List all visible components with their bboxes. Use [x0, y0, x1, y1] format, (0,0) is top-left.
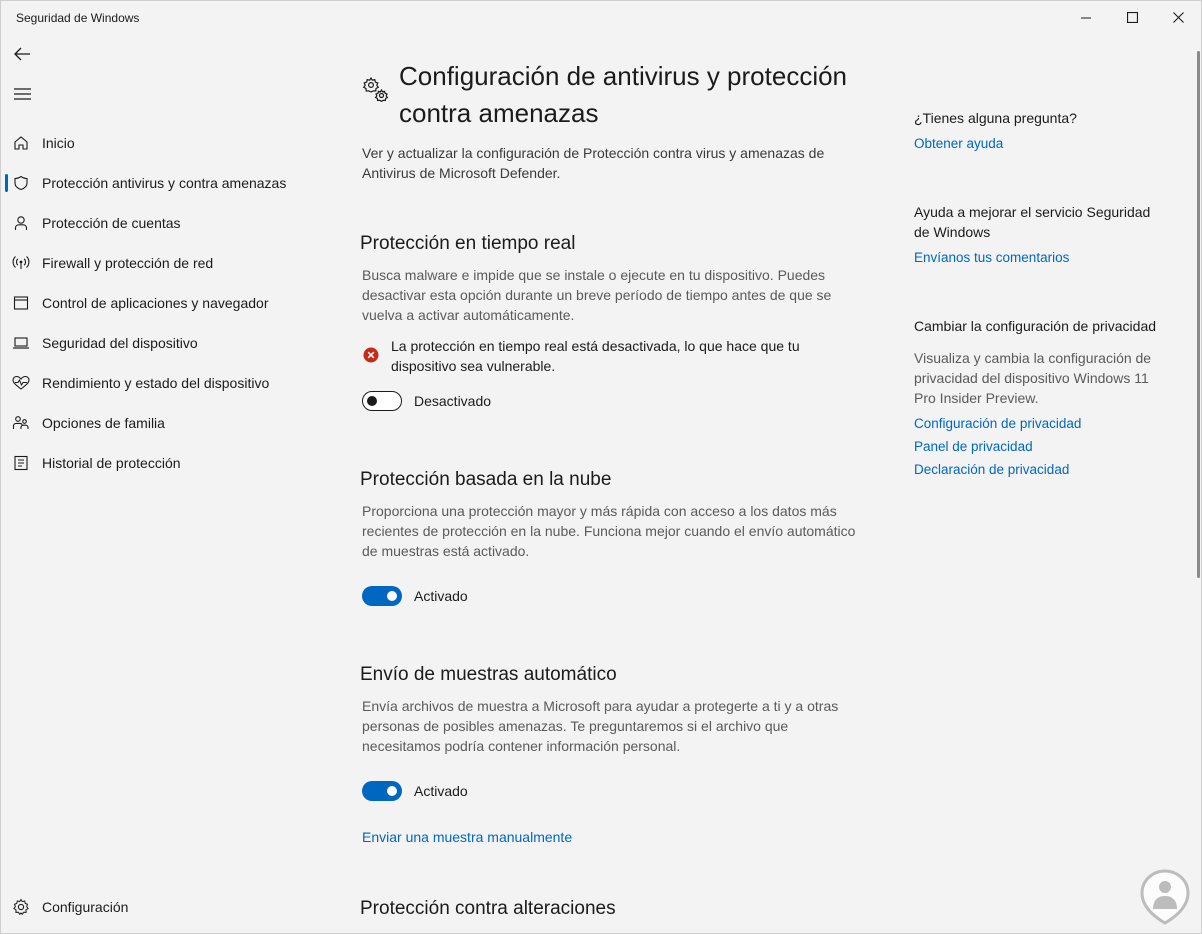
nav-list [1, 123, 322, 483]
history-icon [12, 454, 30, 472]
heart-pulse-icon [12, 374, 30, 392]
section-title-realtime: Protección en tiempo real [360, 233, 576, 254]
wifi-antenna-icon [12, 254, 30, 272]
section-desc-realtime: Busca malware e impide que se instale o ejecute en tu dispositivo. Puedes desactivar esta opción durante un breve período de tiempo antes de que se vuelva a activar automáticamente. [362, 267, 832, 323]
sidebar-item-firewall[interactable] [1, 243, 322, 283]
sidebar-item-antivirus[interactable] [1, 163, 322, 203]
help-heading: ¿Tienes alguna pregunta? [914, 110, 1077, 126]
privacy-statement-link[interactable]: Declaración de privacidad [914, 462, 1070, 477]
samples-toggle-row [362, 781, 468, 801]
menu-button[interactable] [9, 81, 35, 107]
privacy-panel [914, 316, 1164, 477]
sidebar-item-cuentas[interactable] [1, 203, 322, 243]
scrollbar-thumb[interactable] [1197, 51, 1200, 578]
section-title-cloud: Protección basada en la nube [360, 469, 612, 490]
maximize-icon [1127, 12, 1138, 23]
sidebar [1, 34, 322, 934]
cloud-toggle-row [362, 586, 468, 606]
maximize-button[interactable] [1109, 1, 1155, 34]
realtime-toggle-label: Desactivado [414, 393, 492, 409]
sidebar-item-label: Control de aplicaciones y navegador [42, 295, 269, 311]
feedback-heading: Ayuda a mejorar el servicio Seguridad de Windows [914, 204, 1151, 240]
realtime-warning-text: La protección en tiempo real está desactivada, lo que hace que tu dispositivo sea vulnerable. [391, 338, 800, 374]
close-button[interactable] [1155, 1, 1201, 34]
privacy-heading: Cambiar la configuración de privacidad [914, 318, 1157, 334]
sidebar-item-label: Inicio [42, 135, 75, 151]
get-help-link[interactable]: Obtener ayuda [914, 136, 1004, 151]
sidebar-item-dispositivo[interactable] [1, 323, 322, 363]
cloud-toggle[interactable] [362, 586, 402, 606]
page-title: Configuración de antivirus y protección contra amenazas [399, 61, 848, 128]
sidebar-item-label: Protección de cuentas [42, 215, 181, 231]
privacy-settings-link[interactable]: Configuración de privacidad [914, 416, 1082, 431]
gear-icon [12, 898, 30, 919]
sidebar-item-historial[interactable] [1, 443, 322, 483]
section-title-samples: Envío de muestras automático [360, 664, 617, 685]
back-arrow-icon [13, 46, 31, 62]
cloud-toggle-label: Activado [414, 588, 468, 604]
window-title: Seguridad de Windows [16, 11, 140, 25]
person-icon [12, 214, 30, 232]
privacy-text: Visualiza y cambia la configuración de privacidad del dispositivo Windows 11 Pro Insider Preview. [914, 350, 1152, 406]
back-button[interactable] [9, 41, 35, 67]
main-content [322, 34, 1201, 934]
shield-icon [12, 174, 30, 192]
section-title-tamper: Protección contra alteraciones [360, 898, 616, 919]
sidebar-item-label: Opciones de familia [42, 415, 165, 431]
sidebar-item-configuracion[interactable] [1, 887, 322, 927]
help-panel [914, 108, 1164, 151]
sidebar-item-inicio[interactable] [1, 123, 322, 163]
realtime-toggle[interactable] [362, 391, 402, 411]
gears-icon [362, 76, 390, 109]
sidebar-item-label: Protección antivirus y contra amenazas [42, 175, 287, 191]
feedback-panel [914, 202, 1164, 265]
laptop-icon [12, 334, 30, 352]
title-bar [1, 1, 1201, 34]
family-icon [12, 414, 30, 432]
watermark-logo-icon [1139, 869, 1191, 930]
sidebar-item-aplicaciones[interactable] [1, 283, 322, 323]
close-icon [1173, 12, 1184, 23]
realtime-warning [362, 336, 842, 376]
sidebar-item-label: Historial de protección [42, 455, 181, 471]
page-description: Ver y actualizar la configuración de Protección contra virus y amenazas de Antivirus de Microsoft Defender. [362, 145, 825, 181]
sidebar-item-label: Firewall y protección de red [42, 255, 214, 271]
sidebar-item-label: Rendimiento y estado del dispositivo [42, 375, 270, 391]
section-desc-samples: Envía archivos de muestra a Microsoft para ayudar a protegerte a ti y a otras personas de posibles amenazas. Te preguntaremos si el archivo que necesitamos podría contener información personal. [362, 698, 839, 754]
minimize-button[interactable] [1063, 1, 1109, 34]
realtime-toggle-row [362, 391, 491, 411]
minimize-icon [1081, 13, 1091, 23]
submit-sample-link[interactable]: Enviar una muestra manualmente [362, 829, 573, 845]
samples-toggle[interactable] [362, 781, 402, 801]
sidebar-item-label: Seguridad del dispositivo [42, 335, 198, 351]
hamburger-menu-icon [14, 88, 31, 100]
home-icon [12, 134, 30, 152]
samples-toggle-label: Activado [414, 783, 468, 799]
privacy-dashboard-link[interactable]: Panel de privacidad [914, 439, 1033, 454]
error-icon [363, 347, 379, 368]
section-desc-cloud: Proporciona una protección mayor y más rápida con acceso a los datos más recientes de protección en la nube. Funciona mejor cuando el envío automático de muestras está activado. [362, 503, 856, 559]
sidebar-item-familia[interactable] [1, 403, 322, 443]
send-feedback-link[interactable]: Envíanos tus comentarios [914, 250, 1070, 265]
app-window-icon [12, 294, 30, 312]
sidebar-settings-label: Configuración [42, 899, 129, 915]
sidebar-item-rendimiento[interactable] [1, 363, 322, 403]
